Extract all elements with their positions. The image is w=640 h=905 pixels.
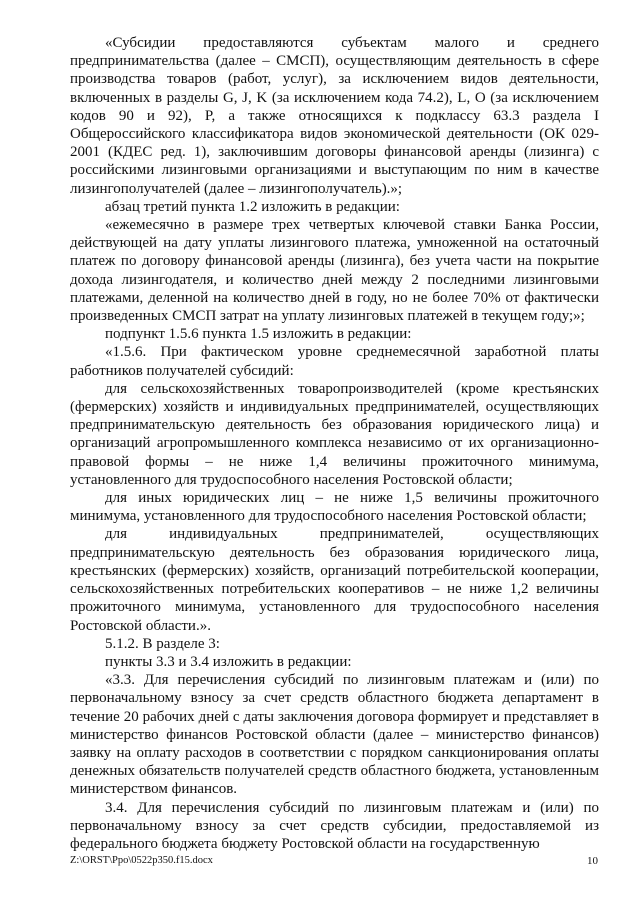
paragraph: «1.5.6. При фактическом уровне среднемесячной заработной платы работников получателей субсидий:	[70, 344, 599, 379]
paragraph: для индивидуальных предпринимателей, осуществляющих предпринимательскую деятельность без образования юридического лица, крестьянских (фермерских) хозяйств, организаций потребительской кооперации, сельскохозяйственных потребительских кооперативов – не ниже 1,2 величины прожиточного минимума, установленного для трудоспособного населения Ростовской области.».	[70, 526, 599, 634]
paragraph: «Субсидии предоставляются субъектам малого и среднего предпринимательства (далее – СМСП), осуществляющим деятельность в сфере производства товаров (работ, услуг), за исключением видов деятельности, включенных в разделы G, J, K (за исключением кода 74.2), L, O (за исключением кодов 90 и 92), P, а также относящихся к подклассу 63.3 раздела I Общероссийского классификатора видов экономической деятельности (ОК 029-2001 (КДЕС ред. 1), заключившим договоры финансовой аренды (лизинга) с российскими лизинговыми организациями и выступающим по ним в качестве лизингополучателей (далее – лизингополучатель).»;	[70, 35, 599, 197]
paragraph: для сельскохозяйственных товаропроизводителей (кроме крестьянских (фермерских) хозяйств и индивидуальных предпринимателей, осуществляющих предпринимательскую деятельность без образования юридического лица) и организаций агропромышленного комплекса независимо от их организационно-правовой формы – не ниже 1,4 величины прожиточного минимума, установленного для трудоспособного населения Ростовской области;	[70, 380, 599, 488]
paragraph: «3.3. Для перечисления субсидий по лизинговым платежам и (или) по первоначальному взносу за счет средств областного бюджета департамент в течение 20 рабочих дней с даты заключения договора формирует и представляет в министерство финансов Ростовской области (далее – министерство финансов) заявку на оплату расходов в соответствии с порядком санкционирования оплаты денежных обязательств получателей средств областного бюджета, установленным министерством финансов.	[70, 672, 599, 798]
paragraph: пункты 3.3 и 3.4 изложить в редакции:	[105, 653, 352, 670]
paragraph: абзац третий пункта 1.2 изложить в редакции:	[105, 198, 400, 215]
footer-file-path: Z:\ORST\Ppo\0522p350.f15.docx	[70, 855, 213, 866]
paragraph: подпункт 1.5.6 пункта 1.5 изложить в редакции:	[105, 326, 412, 343]
paragraph: 5.1.2. В разделе 3:	[105, 635, 220, 652]
paragraph: для иных юридических лиц – не ниже 1,5 величины прожиточного минимума, установленного для трудоспособного населения Ростовской области;	[70, 490, 599, 525]
page-number: 10	[587, 855, 598, 867]
paragraph: «ежемесячно в размере трех четвертых ключевой ставки Банка России, действующей на дату уплаты лизингового платежа, умноженной на остаточный платеж по договору финансовой аренды (лизинга), без учета части на покрытие дохода лизингодателя, и количество дней между 2 последними лизинговыми платежами, деленной на количество дней в году, но не более 70% от фактически произведенных СМСП затрат на уплату лизинговых платежей в текущем году;»;	[70, 217, 599, 325]
paragraph: 3.4. Для перечисления субсидий по лизинговым платежам и (или) по первоначальному взносу за счет средств субсидии, предоставляемой из федерального бюджета бюджету Ростовской области на государственную	[70, 799, 599, 852]
document-body	[70, 34, 599, 853]
